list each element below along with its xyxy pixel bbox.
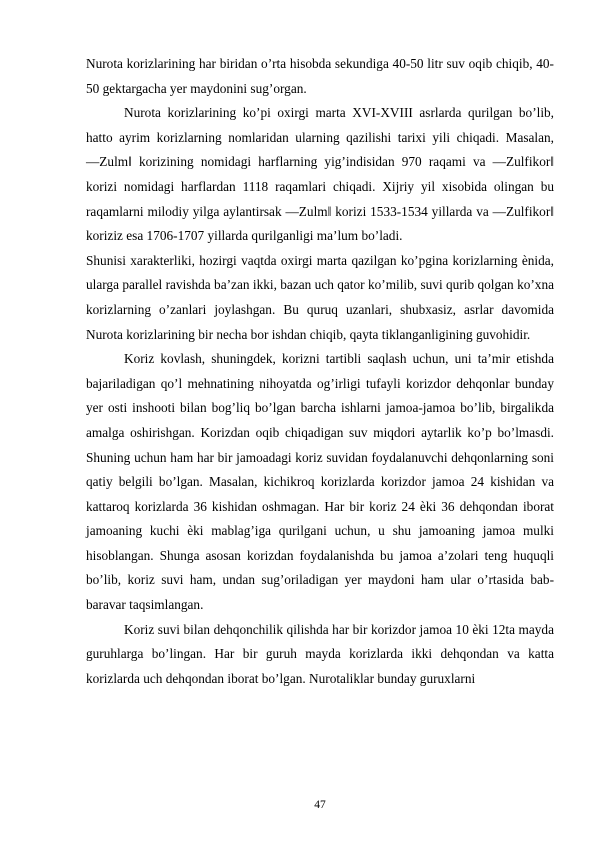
paragraph: Nurota korizlarining ko’pi oxirgi marta XVI-XVIII asrlarda qurilgan bo’lib, hatto ayrim korizlarning nomlaridan ularning qazilishi tarixi yili chiqadi. Masalan, ―Zulm‖ korizining nomidagi harflarning yig’indisidan 970 raqami va ―Zulfikor‖ korizi nomidagi harflardan 1118 raqamlari chiqadi. Xijriy yil xisobida olingan bu raqamlarni milodiy yilga aylantirsak ―Zulm‖ korizi 1533-1534 yillarda va ―Zulfikor‖ koriziz esa 1706-1707 yillarda qurilganligi ma’lum bo’ladi. — [86, 105, 554, 244]
paragraph: Shunisi xarakterliki, hozirgi vaqtda oxirgi marta qazilgan ko’pgina korizlarning ѐnida, ularga parallel ravishda ba’zan ikki, bazan uch qator ko’milib, suvi qurib qolgan ko’xna korizlarning o’zanlari joylashgan. Bu quruq uzanlari, shubxasiz, asrlar davomida Nurota korizlarining bir necha bor ishdan chiqib, qayta tiklanganligining guvohidir. — [86, 252, 554, 342]
paragraph: Koriz kovlash, shuningdek, korizni tartibli saqlash uchun, uni ta’mir etishda bajariladigan qo’l mehnatining nihoyatda og’irligi tufayli korizdor dehqonlar bunday yer osti inshooti bilan bog’liq bo’lgan barcha ishlarni jamoa-jamoa bo’lib, birgalikda amalga oshirishgan. Korizdan oqib chiqadigan suv miqdori aytarlik ko’p bo’lmasdi. Shuning uchun ham har bir jamoadagi koriz suvidan foydalanuvchi dehqonlarning soni qatiy belgili bo’lgan. Masalan, kichikroq korizlarda korizdor jamoa 24 kishidan va kattaroq korizlarda 36 kishidan oshmagan. Har bir koriz 24 ѐki 36 dehqondan iborat jamoaning kuchi ѐki mablag’iga qurilgani uchun, u shu jamoaning jamoa mulki hisoblangan. Shunga asosan korizdan foydalanishda bu jamoa a’zolari teng huquqli bo’lib, koriz suvi ham, undan sug’oriladigan yer maydoni ham ular o’rtasida bab-baravar taqsimlangan. — [86, 351, 554, 613]
paragraph: Nurota korizlarining har biridan o’rta hisobda sekundiga 40-50 litr suv oqib chiqib, 40-50 gektargacha yer maydonini sug’organ. — [86, 56, 554, 96]
page-number: 47 — [314, 799, 326, 811]
body-text — [86, 52, 554, 691]
paragraph: Koriz suvi bilan dehqonchilik qilishda har bir korizdor jamoa 10 ѐki 12ta mayda guruhlarga bo’lingan. Har bir guruh mayda korizlarda ikki dehqondan va katta korizlarda uch dehqondan iborat bo’lgan. Nurotaliklar bunday guruxlarni — [86, 621, 554, 686]
